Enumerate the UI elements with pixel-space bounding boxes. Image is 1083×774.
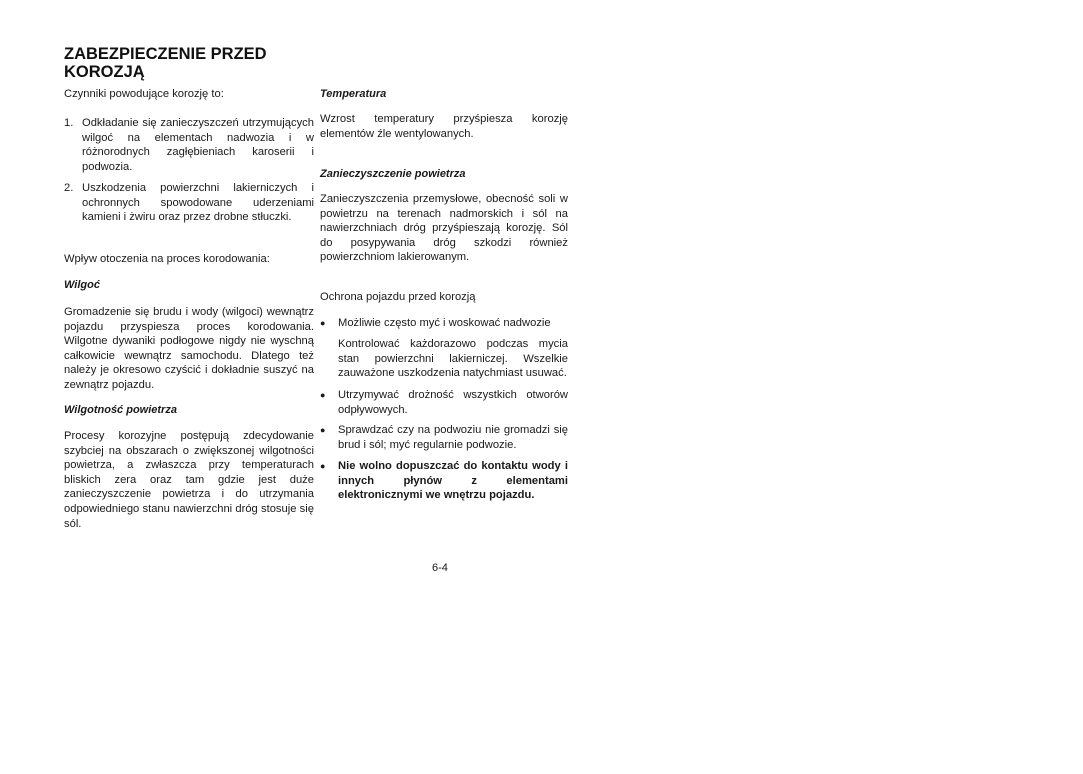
pollution-paragraph: Zanieczyszczenia przemysłowe, obecność soli w powietrzu na terenach nadmorskich i sól na nawierzchniach dróg przyśpieszają korozję. Sól do posypywania dróg szkodzi również powierzchniom lakierowanym. (320, 193, 568, 264)
cause-number: 1. (64, 117, 74, 129)
humidity-paragraph: Procesy korozyjne postępują zdecydowanie szybciej na obszarach o zwiększonej wilgotności powietrza, a zwłaszcza przy temperaturach bliskich zera oraz tam gdzie jest duże zanieczyszczenie powietrza i do utrzymania odpowiedniego stanu nawierzchni dróg stosuje się sól. (64, 430, 314, 530)
bullet-dot-icon (320, 337, 338, 381)
environment-intro: Wpływ otoczenia na proces korodowania: (64, 253, 270, 265)
bullet-dot-icon: ● (320, 461, 326, 471)
cause-text: Uszkodzenia powierzchni lakierniczych i ochronnych spowodowane uderzeniami kamieni i żwiru oraz przez drobne stłuczki. (82, 182, 314, 224)
bullet-text: Sprawdzać czy na podwoziu nie gromadzi się brud i sól; myć regularnie podwozie. (338, 424, 568, 451)
protection-bullet-2 (320, 337, 568, 381)
protection-bullet-5 (320, 459, 568, 503)
cause-item-1 (64, 116, 314, 174)
page-title-line-1: ZABEZPIECZENIE PRZED (64, 45, 267, 63)
temperature-paragraph: Wzrost temperatury przyśpiesza korozję elementów źle wentylowanych. (320, 113, 568, 140)
cause-number: 2. (64, 182, 74, 194)
protection-intro: Ochrona pojazdu przed korozją (320, 291, 476, 303)
moisture-heading: Wilgoć (64, 279, 100, 291)
cause-text: Odkładanie się zanieczyszczeń utrzymujących wilgoć na elementach nadwozia i w różnorodnych zagłębieniach karoserii i podwozia. (82, 117, 314, 173)
page-title-line-2: KOROZJĄ (64, 62, 145, 81)
temperature-heading: Temperatura (320, 88, 387, 100)
bullet-text-warning: Nie wolno dopuszczać do kontaktu wody i innych płynów z elementami elektronicznymi we wnętrzu pojazdu. (338, 460, 568, 502)
bullet-dot-icon: ● (320, 425, 326, 435)
humidity-heading: Wilgotność powietrza (64, 404, 177, 416)
bullet-text: Kontrolować każdorazowo podczas mycia stan powierzchni lakierniczej. Wszelkie zauważone uszkodzenia natychmiast usuwać. (338, 338, 568, 380)
protection-bullet-1 (320, 316, 568, 331)
cause-item-2 (64, 181, 314, 225)
bullet-dot-icon: ● (320, 390, 326, 400)
page-number: 6-4 (432, 562, 448, 574)
protection-bullet-4 (320, 423, 568, 452)
causes-intro: Czynniki powodujące korozję to: (64, 88, 224, 100)
protection-bullet-3 (320, 388, 568, 417)
bullet-text: Utrzymywać drożność wszystkich otworów odpływowych. (338, 389, 568, 416)
bullet-text: Możliwie często myć i woskować nadwozie (338, 317, 551, 329)
moisture-paragraph: Gromadzenie się brudu i wody (wilgoci) wewnątrz pojazdu przyspiesza proces korodowania. Wilgotne dywaniki podłogowe nigdy nie wyschną całkowicie wewnątrz samochodu. Dlatego też należy je okresowo czyścić i dokładnie suszyć na zewnątrz pojazdu. (64, 306, 314, 391)
bullet-dot-icon: ● (320, 318, 326, 328)
pollution-heading: Zanieczyszczenie powietrza (320, 168, 466, 180)
page-title (64, 46, 324, 81)
